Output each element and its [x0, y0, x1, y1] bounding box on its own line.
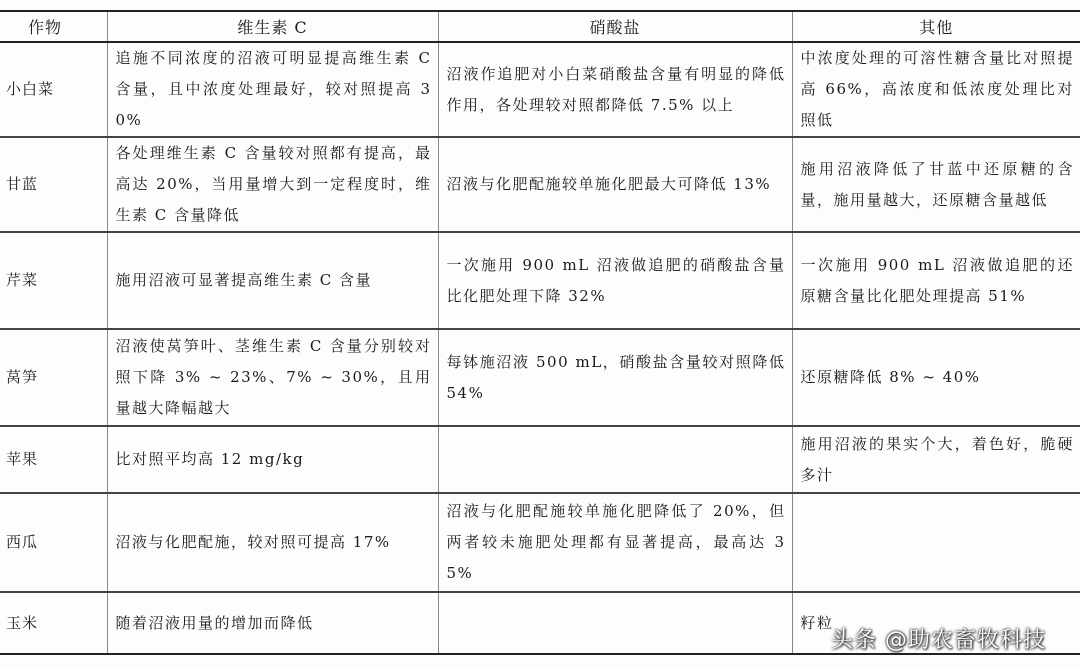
other-cell — [792, 493, 1080, 592]
header-nitrate: 硝酸盐 — [438, 11, 792, 42]
nitrate-cell: 沼液作追肥对小白菜硝酸盐含量有明显的降低作用，各处理较对照都降低 7.5% 以上 — [438, 42, 792, 137]
crop-cell: 芹菜 — [6, 271, 39, 289]
crop-cell: 苹果 — [6, 450, 39, 468]
vitamin-c-cell: 沼液与化肥配施，较对照可提高 17% — [107, 493, 438, 592]
header-other: 其他 — [792, 11, 1080, 42]
table-row — [0, 426, 1080, 493]
other-cell: 籽粒 — [792, 592, 1080, 654]
table-row — [0, 329, 1080, 426]
vitamin-c-cell: 沼液使莴笋叶、茎维生素 C 含量分别较对照下降 3% ~ 23%、7% ~ 30%，且用量越大降幅越大 — [107, 329, 438, 426]
table-row — [0, 232, 1080, 329]
crop-cell: 小白菜 — [6, 80, 55, 98]
watermark: 头条 @助农畜牧科技 — [831, 628, 1046, 653]
table-header-row — [0, 11, 1080, 42]
table-row — [0, 42, 1080, 137]
header-vitamin-c: 维生素 C — [107, 11, 438, 42]
table-row — [0, 493, 1080, 592]
other-cell: 施用沼液的果实个大，着色好，脆硬多汁 — [792, 426, 1080, 493]
comparison-table — [0, 10, 1080, 655]
vitamin-c-cell: 随着沼液用量的增加而降低 — [107, 592, 438, 654]
nitrate-cell: 一次施用 900 mL 沼液做追肥的硝酸盐含量比化肥处理下降 32% — [438, 232, 792, 329]
nitrate-cell: 沼液与化肥配施较单施化肥最大可降低 13% — [438, 137, 792, 232]
other-cell: 施用沼液降低了甘蓝中还原糖的含量，施用量越大，还原糖含量越低 — [792, 137, 1080, 232]
nitrate-cell: 每钵施沼液 500 mL，硝酸盐含量较对照降低 54% — [438, 329, 792, 426]
vitamin-c-cell: 比对照平均高 12 mg/kg — [107, 426, 438, 493]
header-crop: 作物 — [28, 18, 63, 37]
vitamin-c-cell: 施用沼液可显著提高维生素 C 含量 — [107, 232, 438, 329]
other-cell: 中浓度处理的可溶性糖含量比对照提高 66%，高浓度和低浓度处理比对照低 — [792, 42, 1080, 137]
crop-cell: 西瓜 — [6, 533, 39, 551]
vitamin-c-cell: 追施不同浓度的沼液可明显提高维生素 C 含量，且中浓度处理最好，较对照提高 30% — [107, 42, 438, 137]
vitamin-c-cell: 各处理维生素 C 含量较对照都有提高，最高达 20%，当用量增大到一定程度时，维生素 C 含量降低 — [107, 137, 438, 232]
nitrate-cell — [438, 426, 792, 493]
table-row — [0, 137, 1080, 232]
nitrate-cell — [438, 592, 792, 654]
crop-cell: 玉米 — [6, 613, 39, 632]
other-cell: 还原糖降低 8% ~ 40% — [792, 329, 1080, 426]
nitrate-cell: 沼液与化肥配施较单施化肥降低了 20%，但两者较未施肥处理都有显著提高，最高达 35% — [438, 493, 792, 592]
other-cell: 一次施用 900 mL 沼液做追肥的还原糖含量比化肥处理提高 51% — [792, 232, 1080, 329]
crop-cell: 甘蓝 — [6, 175, 39, 193]
crop-cell: 莴笋 — [6, 368, 39, 386]
